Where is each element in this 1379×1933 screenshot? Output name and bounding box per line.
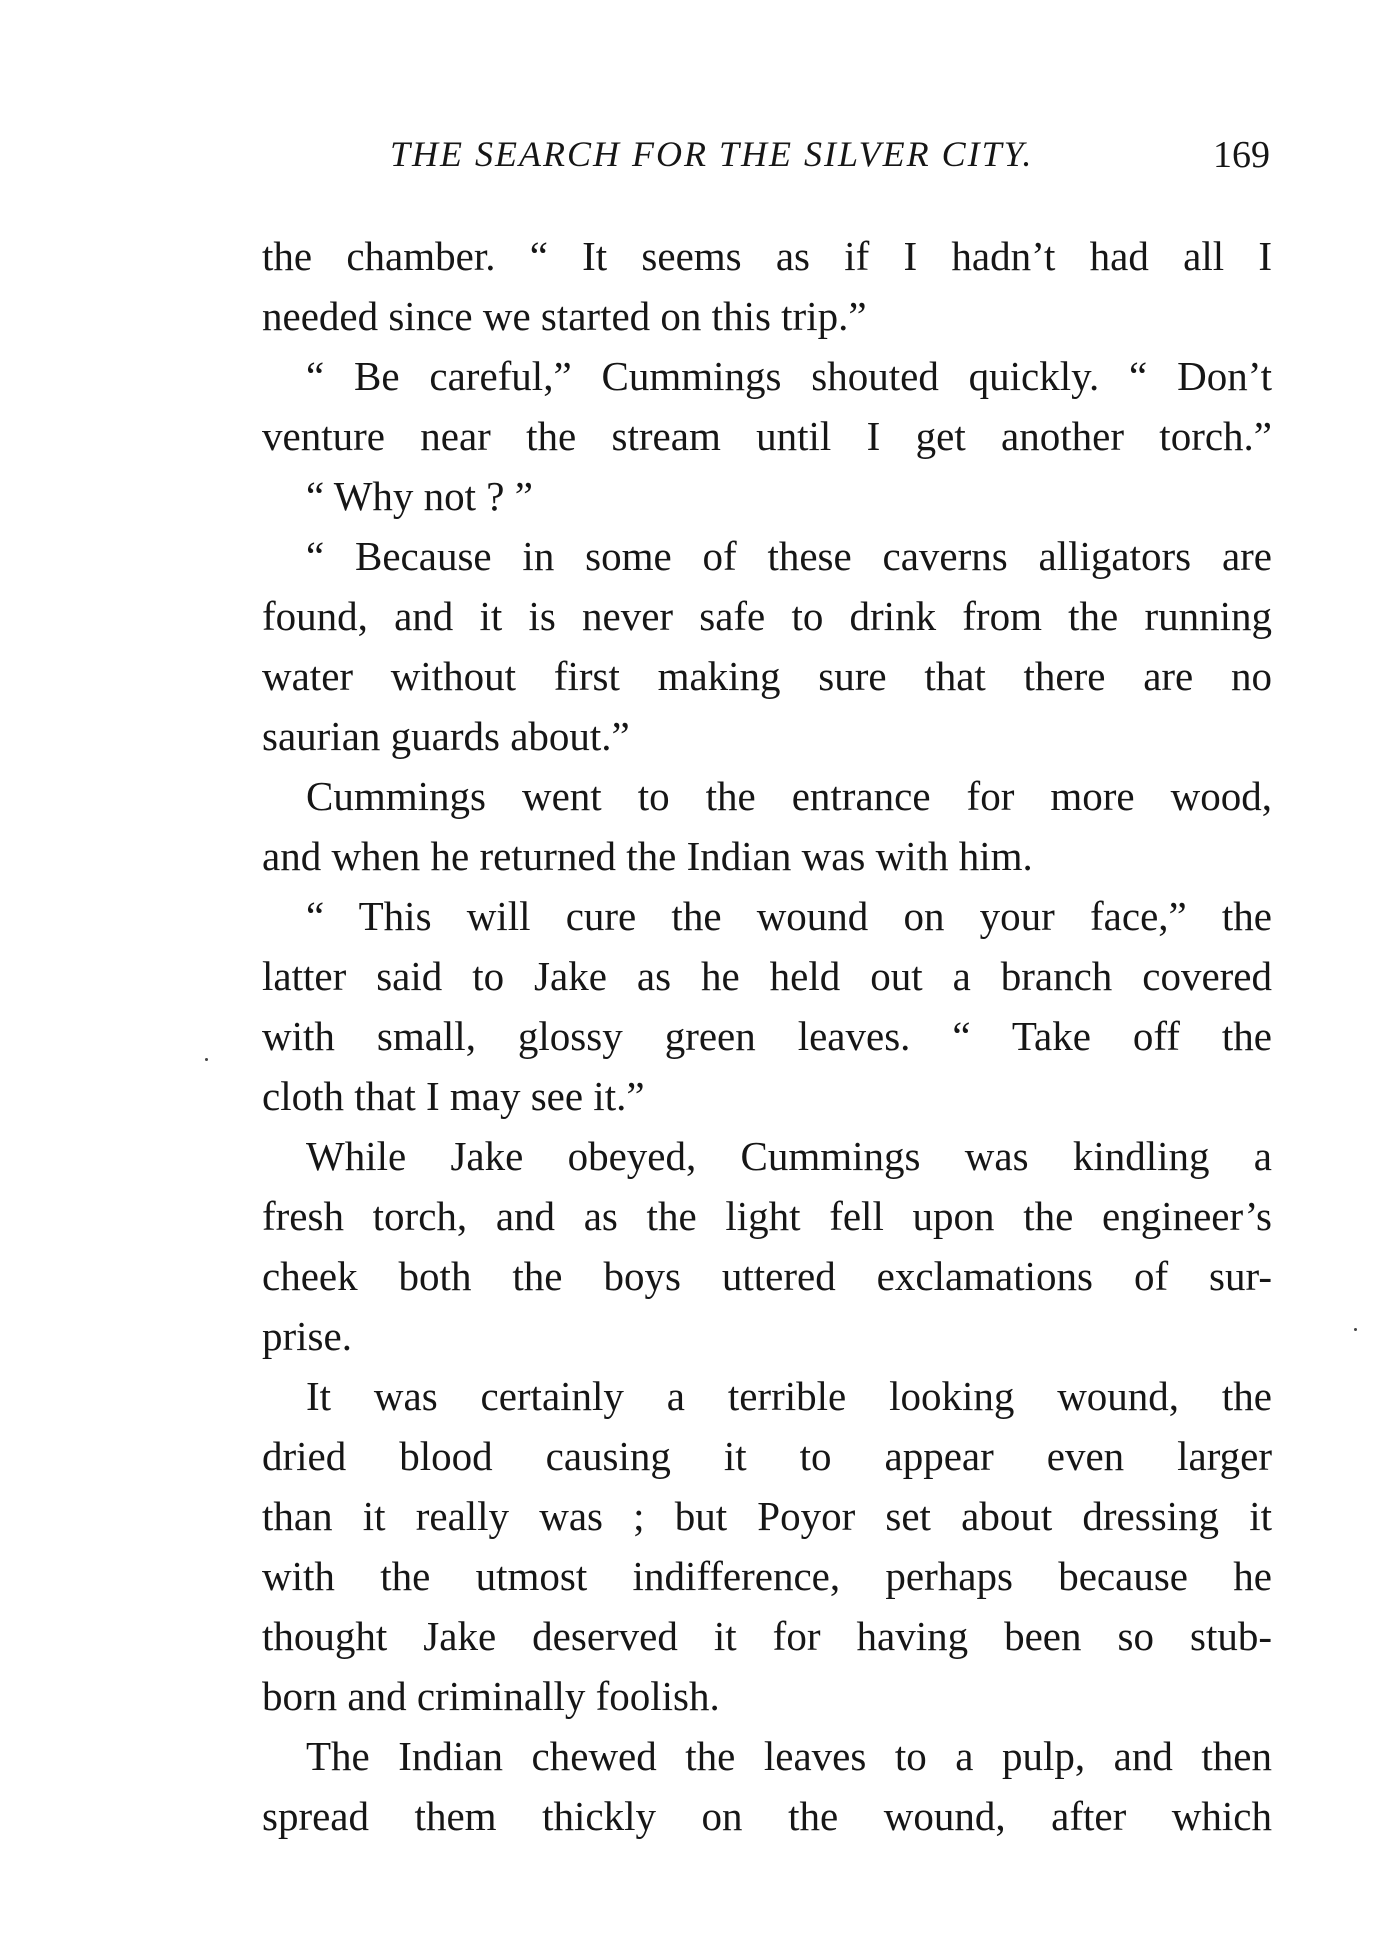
- text-line: with the utmost indifference, perhaps because he: [262, 1553, 1272, 1599]
- text-line: latter said to Jake as he held out a branch covered: [262, 953, 1272, 999]
- text-line: prise.: [262, 1313, 352, 1359]
- text-line: It was certainly a terrible looking wound, the: [306, 1373, 1272, 1419]
- text-line: venture near the stream until I get another torch.”: [262, 413, 1272, 459]
- text-line: While Jake obeyed, Cummings was kindling a: [306, 1133, 1272, 1179]
- text-line: “ Because in some of these caverns alligators are: [306, 533, 1272, 579]
- text-line: The Indian chewed the leaves to a pulp, and then: [306, 1733, 1272, 1779]
- page-number: 169: [1213, 134, 1270, 176]
- text-line: water without first making sure that there are no: [262, 653, 1272, 699]
- body-text: [262, 226, 1272, 1846]
- text-line: thought Jake deserved it for having been so stub-: [262, 1613, 1272, 1659]
- text-line: Cummings went to the entrance for more wood,: [306, 773, 1272, 819]
- text-line: the chamber. “ It seems as if I hadn’t had all I: [262, 233, 1272, 279]
- text-line: with small, glossy green leaves. “ Take off the: [262, 1013, 1272, 1059]
- text-line: saurian guards about.”: [262, 713, 630, 759]
- text-line: cloth that I may see it.”: [262, 1073, 645, 1119]
- text-line: needed since we started on this trip.”: [262, 293, 867, 339]
- text-line: found, and it is never safe to drink from the running: [262, 593, 1272, 639]
- print-speck: [205, 1058, 208, 1061]
- text-line: dried blood causing it to appear even larger: [262, 1433, 1272, 1479]
- text-line: than it really was ; but Poyor set about dressing it: [262, 1493, 1272, 1539]
- print-speck: [1354, 1328, 1357, 1331]
- text-line: “ This will cure the wound on your face,” the: [306, 893, 1272, 939]
- text-line: born and criminally foolish.: [262, 1673, 720, 1719]
- text-line: “ Why not ? ”: [306, 473, 533, 519]
- text-line: “ Be careful,” Cummings shouted quickly. “ Don’t: [306, 353, 1272, 399]
- running-head: [390, 133, 1270, 183]
- text-line: and when he returned the Indian was with him.: [262, 833, 1033, 879]
- text-line: cheek both the boys uttered exclamations of sur-: [262, 1253, 1272, 1299]
- text-line: spread them thickly on the wound, after which: [262, 1793, 1272, 1839]
- running-title: THE SEARCH FOR THE SILVER CITY.: [390, 134, 1034, 174]
- text-line: fresh torch, and as the light fell upon the engineer’s: [262, 1193, 1272, 1239]
